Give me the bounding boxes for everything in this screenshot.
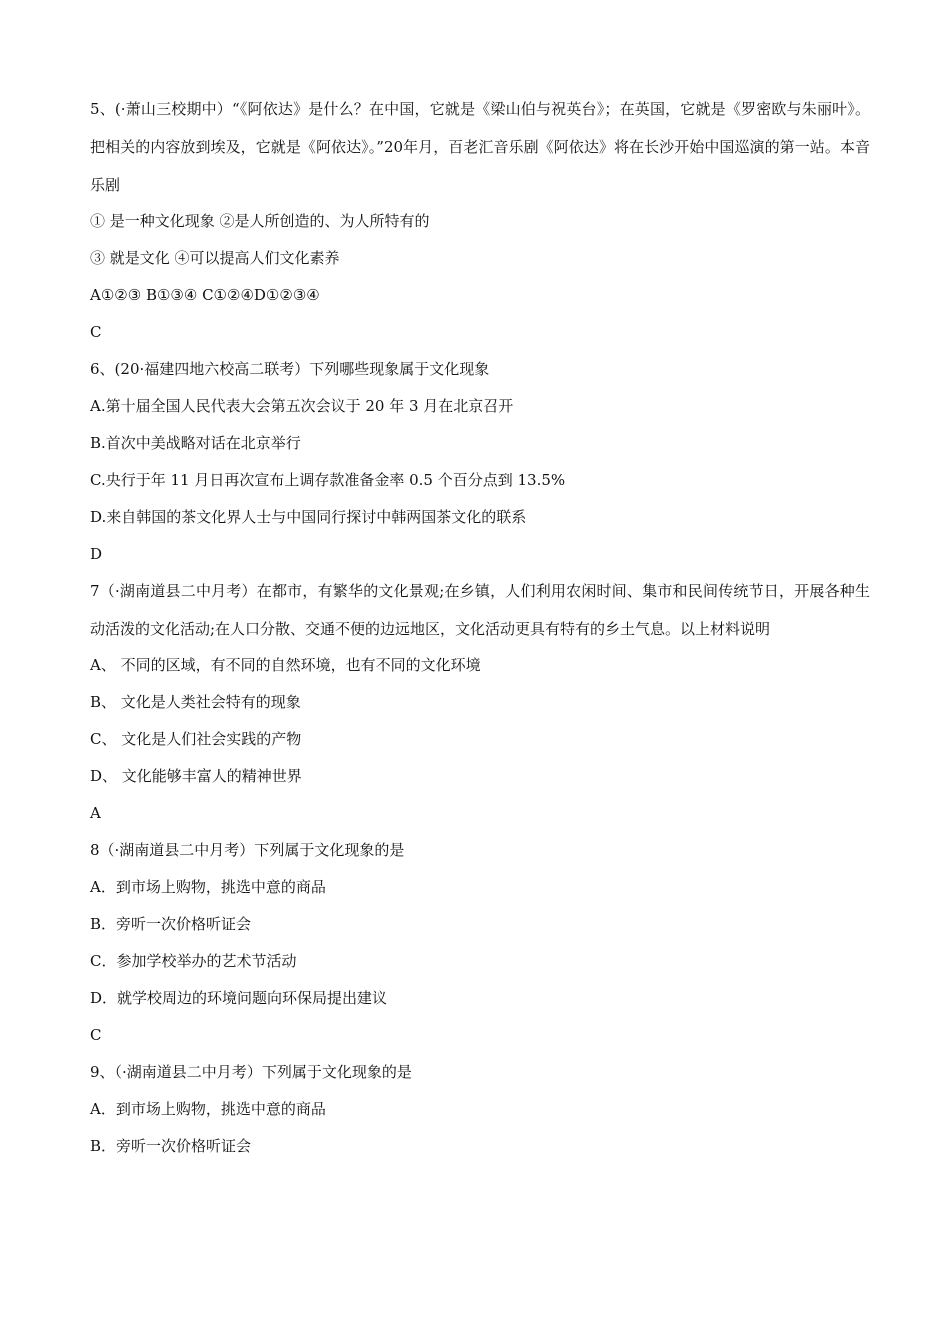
question-6-option-b: B.首次中美战略对话在北京举行 bbox=[90, 434, 301, 452]
question-6 bbox=[90, 358, 870, 565]
question-6-answer: D bbox=[90, 545, 103, 563]
question-8-answer: C bbox=[90, 1026, 102, 1044]
question-7-option-c: C、 文化是人们社会实践的产物 bbox=[90, 730, 302, 748]
question-9-option-b: B．旁听一次价格听证会 bbox=[90, 1137, 252, 1155]
question-7-stem: 7（·湖南道县二中月考）在都市，有繁华的文化景观;在乡镇，人们利用农闲时间、集市和民间传统节日，开展各种生动活泼的文化活动;在人口分散、交通不便的边远地区，文化活动更具有特有的乡土气息。以上材料说明 bbox=[90, 582, 870, 638]
question-8-stem: 8（·湖南道县二中月考）下列属于文化现象的是 bbox=[90, 841, 405, 859]
question-8-option-a: A．到市场上购物，挑选中意的商品 bbox=[90, 878, 326, 896]
question-7 bbox=[90, 572, 870, 824]
question-5-choices: A①②③ B①③④ C①②④D①②③④ bbox=[90, 286, 320, 304]
question-7-option-b: B、 文化是人类社会特有的现象 bbox=[90, 693, 301, 711]
question-8-option-c: C．参加学校举办的艺术节活动 bbox=[90, 952, 297, 970]
question-6-option-d: D.来自韩国的茶文化界人士与中国同行探讨中韩两国茶文化的联系 bbox=[90, 508, 527, 526]
question-7-option-d: D、 文化能够丰富人的精神世界 bbox=[90, 767, 302, 785]
question-9-stem: 9、（·湖南道县二中月考）下列属于文化现象的是 bbox=[90, 1063, 412, 1081]
question-8-option-b: B．旁听一次价格听证会 bbox=[90, 915, 252, 933]
question-5-answer: C bbox=[90, 323, 102, 341]
question-9-option-a: A．到市场上购物，挑选中意的商品 bbox=[90, 1100, 326, 1118]
question-7-option-a: A、 不同的区域，有不同的自然环境，也有不同的文化环境 bbox=[90, 656, 481, 674]
question-8-option-d: D．就学校周边的环境问题向环保局提出建议 bbox=[90, 989, 388, 1007]
document-page bbox=[90, 98, 870, 1172]
question-8 bbox=[90, 839, 870, 1046]
question-5-options-line-1: ① 是一种文化现象 ②是人所创造的、为人所特有的 bbox=[90, 212, 430, 230]
question-9 bbox=[90, 1061, 870, 1157]
question-6-option-a: A.第十届全国人民代表大会第五次会议于 20 年 3 月在北京召开 bbox=[90, 397, 514, 415]
question-5-options-line-2: ③ 就是文化 ④可以提高人们文化素养 bbox=[90, 249, 340, 267]
question-5-stem: 5、(·萧山三校期中）“《阿依达》是什么？在中国，它就是《梁山伯与祝英台》；在英国，它就是《罗密欧与朱丽叶》。把相关的内容放到埃及，它就是《阿依达》。”20年月，百老汇音乐剧《阿依达》将在长沙开始中国巡演的第一站。本音乐剧 bbox=[90, 100, 870, 194]
question-6-option-c: C.央行于年 11 月日再次宣布上调存款准备金率 0.5 个百分点到 13.5% bbox=[90, 471, 566, 489]
question-7-answer: A bbox=[90, 804, 101, 822]
question-6-stem: 6、(20·福建四地六校高二联考）下列哪些现象属于文化现象 bbox=[90, 360, 490, 378]
question-5 bbox=[90, 90, 870, 343]
